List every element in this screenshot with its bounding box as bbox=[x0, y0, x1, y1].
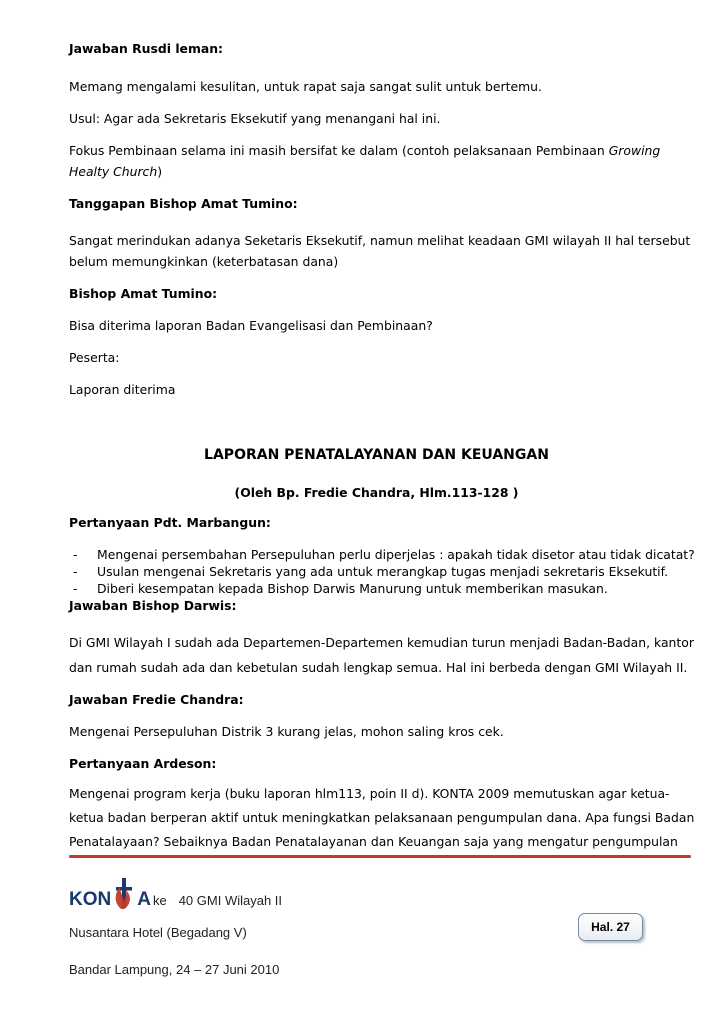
paragraph: Usul: Agar ada Sekretaris Eksekutif yang menangani hal ini. bbox=[69, 111, 441, 126]
paragraph: ketua badan berperan aktif untuk meningkatkan pelaksanaan pengumpulan dana. Apa fungsi Badan bbox=[69, 810, 695, 825]
footer-venue: Nusantara Hotel (Begadang V) bbox=[69, 925, 247, 940]
konta-logo bbox=[69, 876, 282, 910]
paragraph: Mengenai Persepuluhan Distrik 3 kurang jelas, mohon saling kros cek. bbox=[69, 724, 504, 739]
bullet-dash: - bbox=[73, 547, 78, 562]
logo-text-ke: ke bbox=[152, 893, 167, 908]
speaker-heading: Jawaban Rusdi leman: bbox=[69, 41, 224, 56]
paragraph: Bisa diterima laporan Badan Evangelisasi dan Pembinaan? bbox=[69, 318, 433, 333]
text-span: ) bbox=[157, 164, 163, 179]
logo-text-kon: KON bbox=[69, 889, 112, 910]
bullet-dash: - bbox=[73, 581, 78, 596]
paragraph: Di GMI Wilayah I sudah ada Departemen-Departemen kemudian turun menjadi Badan-Badan, kantor bbox=[69, 635, 694, 650]
list-item-text: Mengenai persembahan Persepuluhan perlu diperjelas : apakah tidak disetor atau tidak dicatat? bbox=[97, 547, 695, 562]
footer-divider bbox=[69, 855, 691, 858]
italic-text: Growing bbox=[608, 143, 661, 158]
paragraph: Memang mengalami kesulitan, untuk rapat saja sangat sulit untuk bertemu. bbox=[69, 79, 542, 94]
list-item-text: Usulan mengenai Sekretaris yang ada untuk merangkap tugas menjadi sekretaris Eksekutif. bbox=[97, 564, 669, 579]
paragraph bbox=[69, 160, 684, 184]
section-title: LAPORAN PENATALAYANAN DAN KEUANGAN bbox=[204, 447, 549, 463]
paragraph: Peserta: bbox=[69, 350, 120, 365]
paragraph: dan rumah sudah ada dan kebetulan sudah lengkap semua. Hal ini berbeda dengan GMI Wilayah II. bbox=[69, 660, 688, 675]
paragraph: Laporan diterima bbox=[69, 382, 176, 397]
speaker-heading: Pertanyaan Pdt. Marbangun: bbox=[69, 515, 271, 530]
speaker-heading: Jawaban Bishop Darwis: bbox=[69, 598, 237, 613]
speaker-heading: Bishop Amat Tumino: bbox=[69, 286, 218, 301]
speaker-heading: Pertanyaan Ardeson: bbox=[69, 756, 217, 771]
speaker-heading: Jawaban Fredie Chandra: bbox=[69, 692, 244, 707]
section-subtitle: (Oleh Bp. Fredie Chandra, Hlm.113-128 ) bbox=[234, 485, 519, 500]
page-number-badge: Hal. 27 bbox=[578, 913, 643, 941]
bullet-dash: - bbox=[73, 564, 78, 579]
italic-text: Healty Church bbox=[69, 164, 158, 179]
paragraph: Sangat merindukan adanya Seketaris Eksekutif, namun melihat keadaan GMI wilayah II hal tersebut bbox=[69, 233, 691, 248]
logo-subtitle: 40 GMI Wilayah II bbox=[178, 893, 283, 908]
speaker-heading: Tanggapan Bishop Amat Tumino: bbox=[69, 196, 298, 211]
paragraph: belum memungkinkan (keterbatasan dana) bbox=[69, 254, 339, 269]
paragraph: Penatalayaan? Sebaiknya Badan Penatalayanan dan Keuangan saja yang mengatur pengumpulan bbox=[69, 834, 678, 849]
paragraph: Mengenai program kerja (buku laporan hlm113, poin II d). KONTA 2009 memutuskan agar ketua- bbox=[69, 786, 670, 801]
cross-flame-icon bbox=[112, 876, 136, 910]
text-span: Fokus Pembinaan selama ini masih bersifat ke dalam (contoh pelaksanaan Pembinaan bbox=[69, 143, 609, 158]
list-item-text: Diberi kesempatan kepada Bishop Darwis Manurung untuk memberikan masukan. bbox=[97, 581, 608, 596]
footer-place-date: Bandar Lampung, 24 – 27 Juni 2010 bbox=[69, 962, 280, 977]
logo-text-a: A bbox=[137, 889, 151, 910]
